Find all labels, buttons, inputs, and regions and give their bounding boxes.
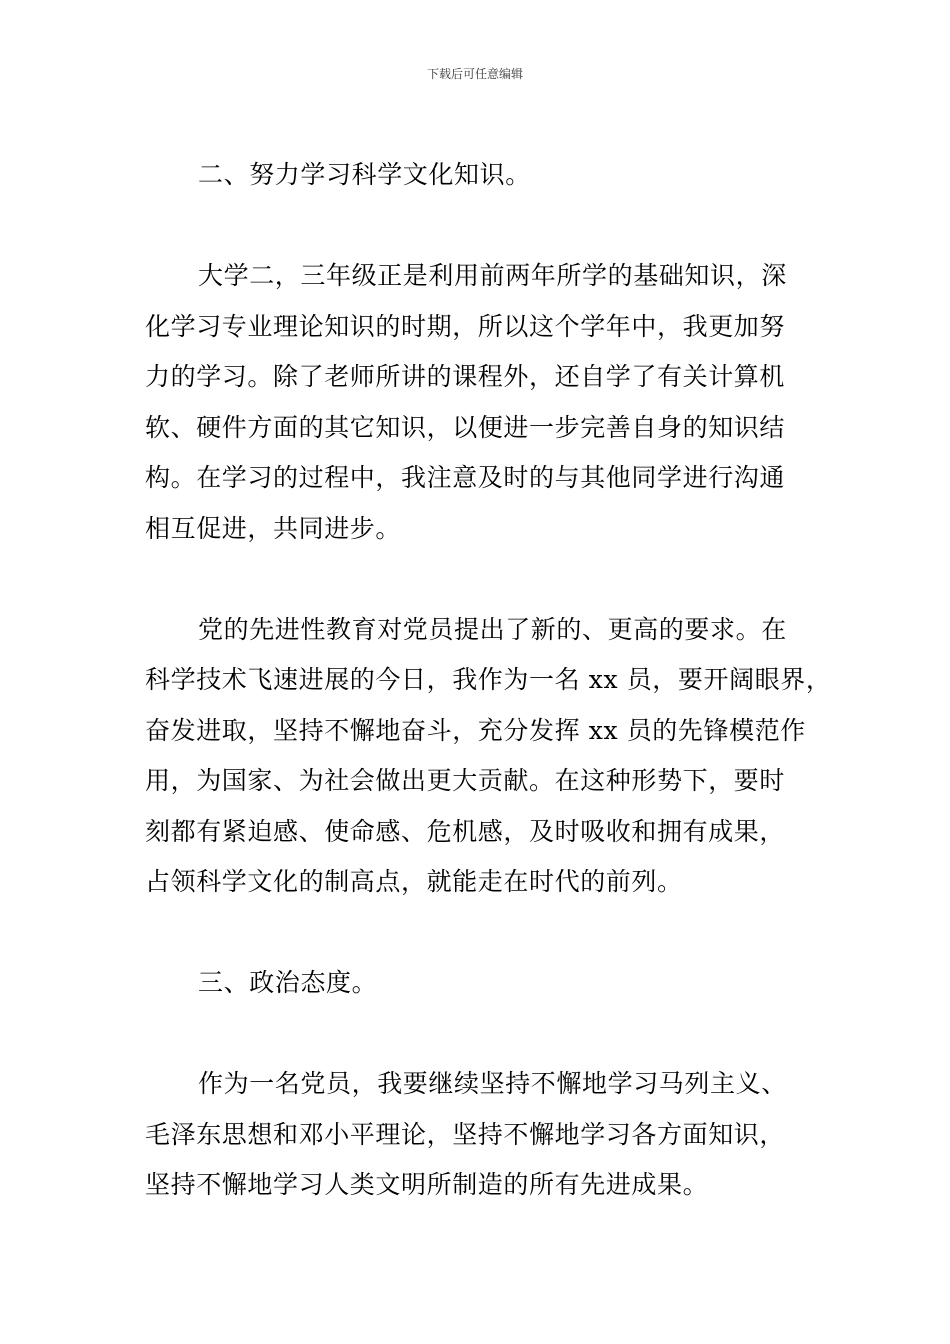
paragraph-line: 大学二，三年级正是利用前两年所学的基础知识，深	[198, 261, 787, 290]
document-body	[145, 150, 832, 1211]
paragraph-line: 软、硬件方面的其它知识，以便进一步完善自身的知识结	[145, 412, 786, 442]
paragraph-line: 构。在学习的过程中，我注意及时的与其他同学进行沟通	[145, 463, 786, 492]
paragraph-line: 党的先进性教育对党员提出了新的、更高的要求。在	[198, 614, 787, 644]
paragraph-line: 力的学习。除了老师所讲的课程外，还自学了有关计算机	[145, 362, 786, 391]
section-heading-learning: 二、努力学习科学文化知识。	[198, 160, 531, 189]
paragraph-line: 毛泽东思想和邓小平理论，坚持不懈地学习各方面知识，	[145, 1119, 786, 1149]
paragraph-line: 奋发进取，坚持不懈地奋斗，充分发挥 xx 员的先锋模范作	[145, 715, 806, 745]
paragraph-line: 作为一名党员，我要继续坚持不懈地学习马列主义、	[198, 1069, 787, 1098]
section-heading-politics: 三、政治态度。	[198, 968, 378, 997]
paragraph-line: 相互促进，共同进步。	[145, 513, 402, 543]
paragraph-line: 占领科学文化的制高点，就能走在时代的前列。	[145, 867, 683, 896]
paragraph-gap	[145, 554, 810, 605]
paragraph-gap	[145, 908, 810, 959]
paragraph-education	[145, 605, 832, 908]
paragraph-line: 坚持不懈地学习人类文明所制造的所有先进成果。	[145, 1170, 709, 1199]
paragraph-line: 科学技术飞速进展的今日，我作为一名 xx 员，要开阔眼界，	[145, 665, 832, 694]
paragraph-gap	[145, 201, 810, 252]
paragraph-line: 用，为国家、为社会做出更大贡献。在这种形势下，要时	[145, 766, 786, 795]
paragraph-gap	[145, 1009, 810, 1060]
paragraph-line: 刻都有紧迫感、使命感、危机感，及时吸收和拥有成果，	[145, 816, 786, 846]
paragraph-politics	[145, 1059, 810, 1211]
header-note: 下载后可任意编辑	[426, 67, 523, 81]
paragraph-line: 化学习专业理论知识的时期，所以这个学年中，我更加努	[145, 311, 786, 341]
paragraph-study	[145, 251, 810, 554]
